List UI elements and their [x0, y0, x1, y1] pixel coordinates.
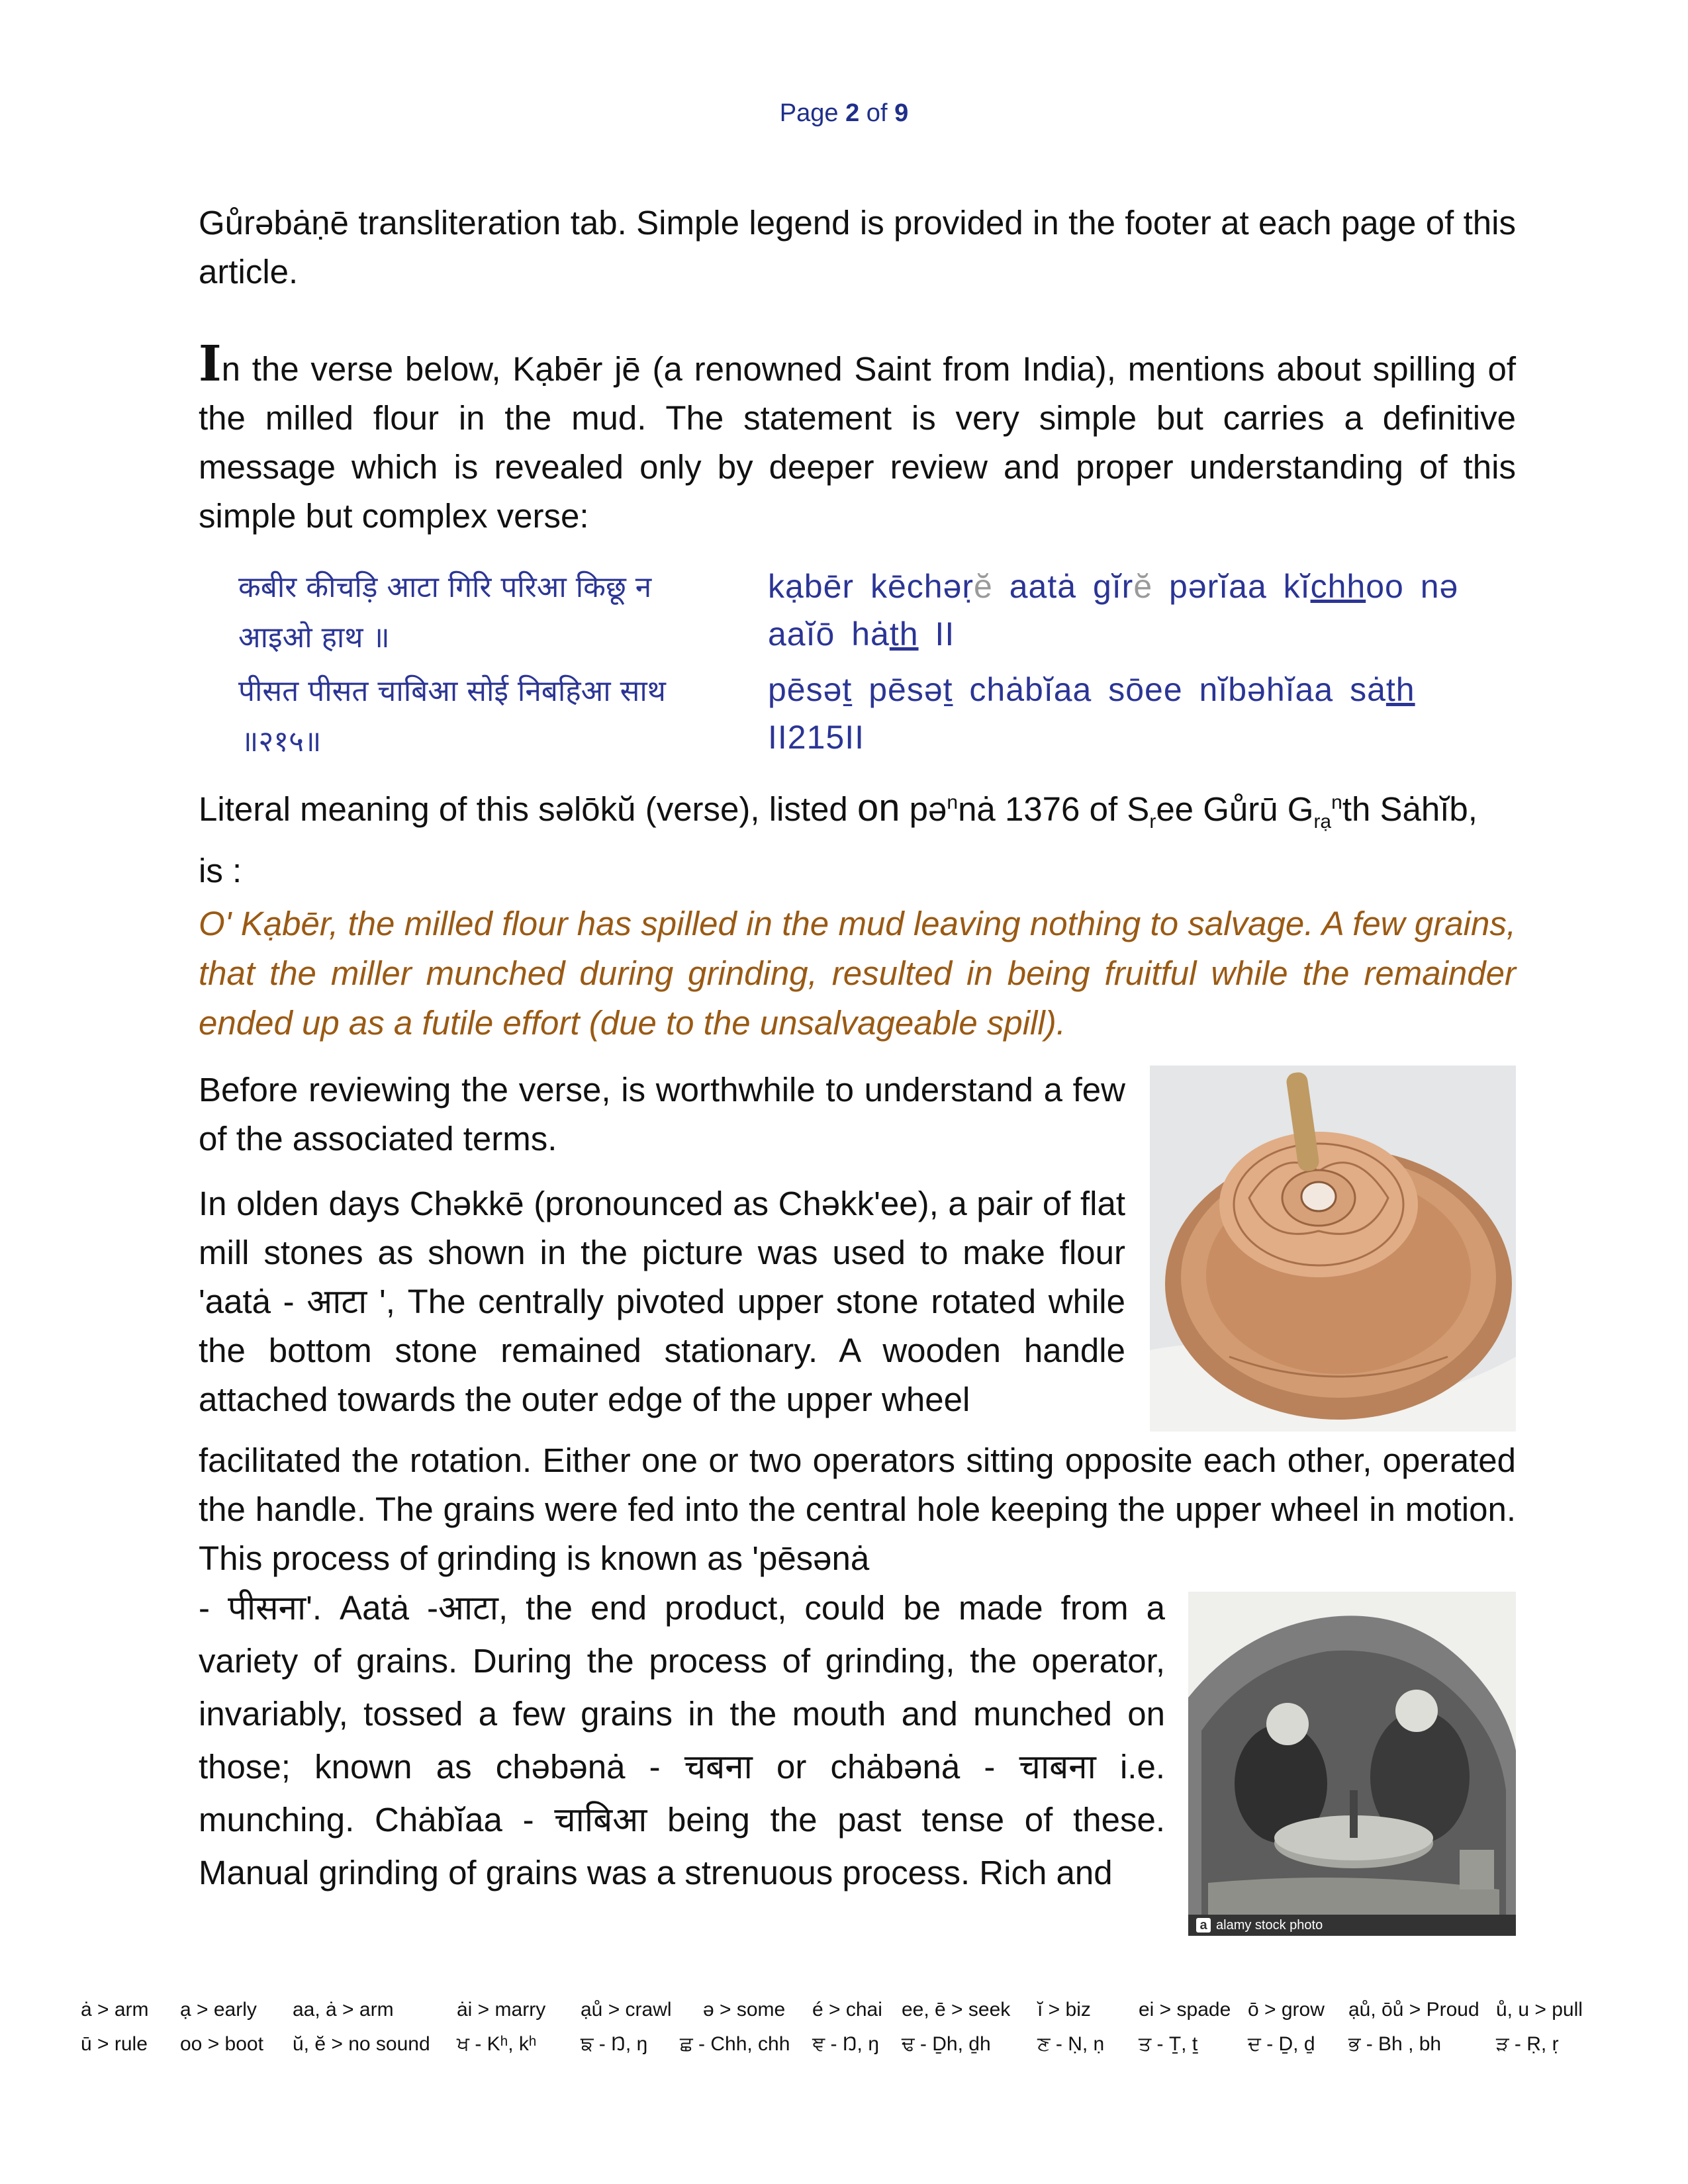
legend-item: ȧi > marry [457, 1999, 546, 2021]
legend-item: ਣ - Ṇ, ṇ [1037, 2033, 1105, 2055]
rotation-paragraph: facilitated the rotation. Either one or two operators sitting opposite each other, operated the handle. The grains were fed into the central hole keeping the upper wheel in motion. This process of grinding is known as 'pēsənȧ [199, 1441, 1516, 1577]
legend-row-vowels [81, 1999, 1623, 2033]
legend-item: oo > boot [180, 2033, 263, 2055]
transliteration-legend [81, 1999, 1623, 2068]
legend-item: ਛ - Chh, chh [680, 2033, 790, 2055]
legend-item: ei > spade [1139, 1999, 1231, 2021]
translation-quote: O' Kạbēr, the milled flour has spilled in the mud leaving nothing to salvage. A few grains, that the miller munched during grinding, resulted in being fruitful while the remainder ended up as a futile effort (due to the unsalvageable spill). [199, 905, 1516, 1042]
verse-transliteration: kạbēr kēchəṛĕ aatȧ gĭrĕ pərĭaa kĭchhoo nə aaĭō hȧth II pēsəṯ pēsəṯ chȧbĭaa sōee nĭbəhĭaa sȧth II215II [768, 568, 1459, 756]
verse-devanagari: कबीर कीचड़ि आटा गिरि परिआ किछू न आइओ हाथ ॥ पीसत पीसत चाबिआ सोई निबहिआ साथ ॥२१५॥ [238, 570, 666, 758]
legend-item: ū > rule [81, 2033, 148, 2055]
legend-item: ee, ē > seek [902, 1999, 1011, 2021]
legend-item: ਙ - Ŋ, ŋ [581, 2033, 648, 2055]
legend-item: ĭ > biz [1037, 1999, 1091, 2021]
legend-item: ạů, ōů > Proud [1348, 1999, 1479, 2021]
legend-item: ạů > crawl [581, 1999, 672, 2021]
legend-item: ਖ - Kʰ, kʰ [457, 2033, 537, 2055]
legend-item: ੜ - Ṛ, ṛ [1496, 2033, 1559, 2055]
legend-item: ਞ - Ŋ, ŋ [812, 2033, 879, 2055]
verse-block [238, 563, 1503, 758]
stock-photo-watermark: a alamy stock photo [1188, 1915, 1516, 1936]
legend-item: ạ > early [180, 1999, 257, 2021]
chakki-millstone-image [1150, 1066, 1516, 1432]
legend-item: ə > some [703, 1999, 786, 2021]
legend-item: é > chai [812, 1999, 882, 2021]
legend-item: ਭ - Bh , bh [1348, 2033, 1442, 2055]
legend-item: aa, ȧ > arm [293, 1999, 394, 2021]
legend-item: ů, u > pull [1496, 1999, 1583, 2021]
terms-paragraphs: Before reviewing the verse, is worthwhile to understand a few of the associated terms. In olden days Chəkkē (pronounced as Chəkk'ee), a pair of flat mill stones as shown in the picture was used to make flour 'aatȧ - आटा ', The centrally pivoted upper stone rotated while the bottom stone remained stationary. A wooden handle attached towards the outer edge of the upper wheel [199, 1071, 1125, 1418]
legend-item: ŭ, ĕ > no sound [293, 2033, 430, 2055]
literal-meaning-intro: Literal meaning of this səlōkŭ (verse), listed on pə$^n$nȧ 1376 of $S_ree$ Gůrū $G_{rạ}^nth$ Sȧhĭb, is : [199, 786, 1477, 890]
grinding-paragraph: - पीसना'. Aatȧ -आटा, the end product, could be made from a variety of grains. During the process of grinding, the operator, invariably, tossed a few grains in the mouth and munched on those; known as chəbənȧ - चबना or chȧbənȧ - चाबना i.e. munching. Chȧbĭaa - चाबिआ being the past tense of these. Manual grinding of grains was a strenuous process. Rich and [199, 1589, 1165, 1891]
intro-paragraph: Gůrəbȧṇē transliteration tab. Simple legend is provided in the footer at each page of this article. [199, 204, 1516, 291]
drop-cap: I [199, 336, 222, 392]
legend-row-consonants [81, 2033, 1623, 2068]
legend-item: ȧ > arm [81, 1999, 149, 2021]
legend-item: ō > grow [1248, 1999, 1325, 2021]
women-grinding-engraving [1188, 1592, 1516, 1936]
opening-paragraph: In the verse below, Kạbēr jē (a renowned Saint from India), mentions about spilling of the milled flour in the mud. The statement is very simple but carries a definitive message which is revealed only by deeper review and proper understanding of this simple but complex verse: [199, 336, 1516, 535]
legend-item: ਢ - Ḏh, ḏh [902, 2033, 991, 2055]
legend-item: ਤ - Ṯ, ṯ [1139, 2033, 1198, 2055]
legend-item: ਦ - Ḏ, ḏ [1248, 2033, 1315, 2055]
page-number: Page 2 of 9 [779, 99, 909, 127]
